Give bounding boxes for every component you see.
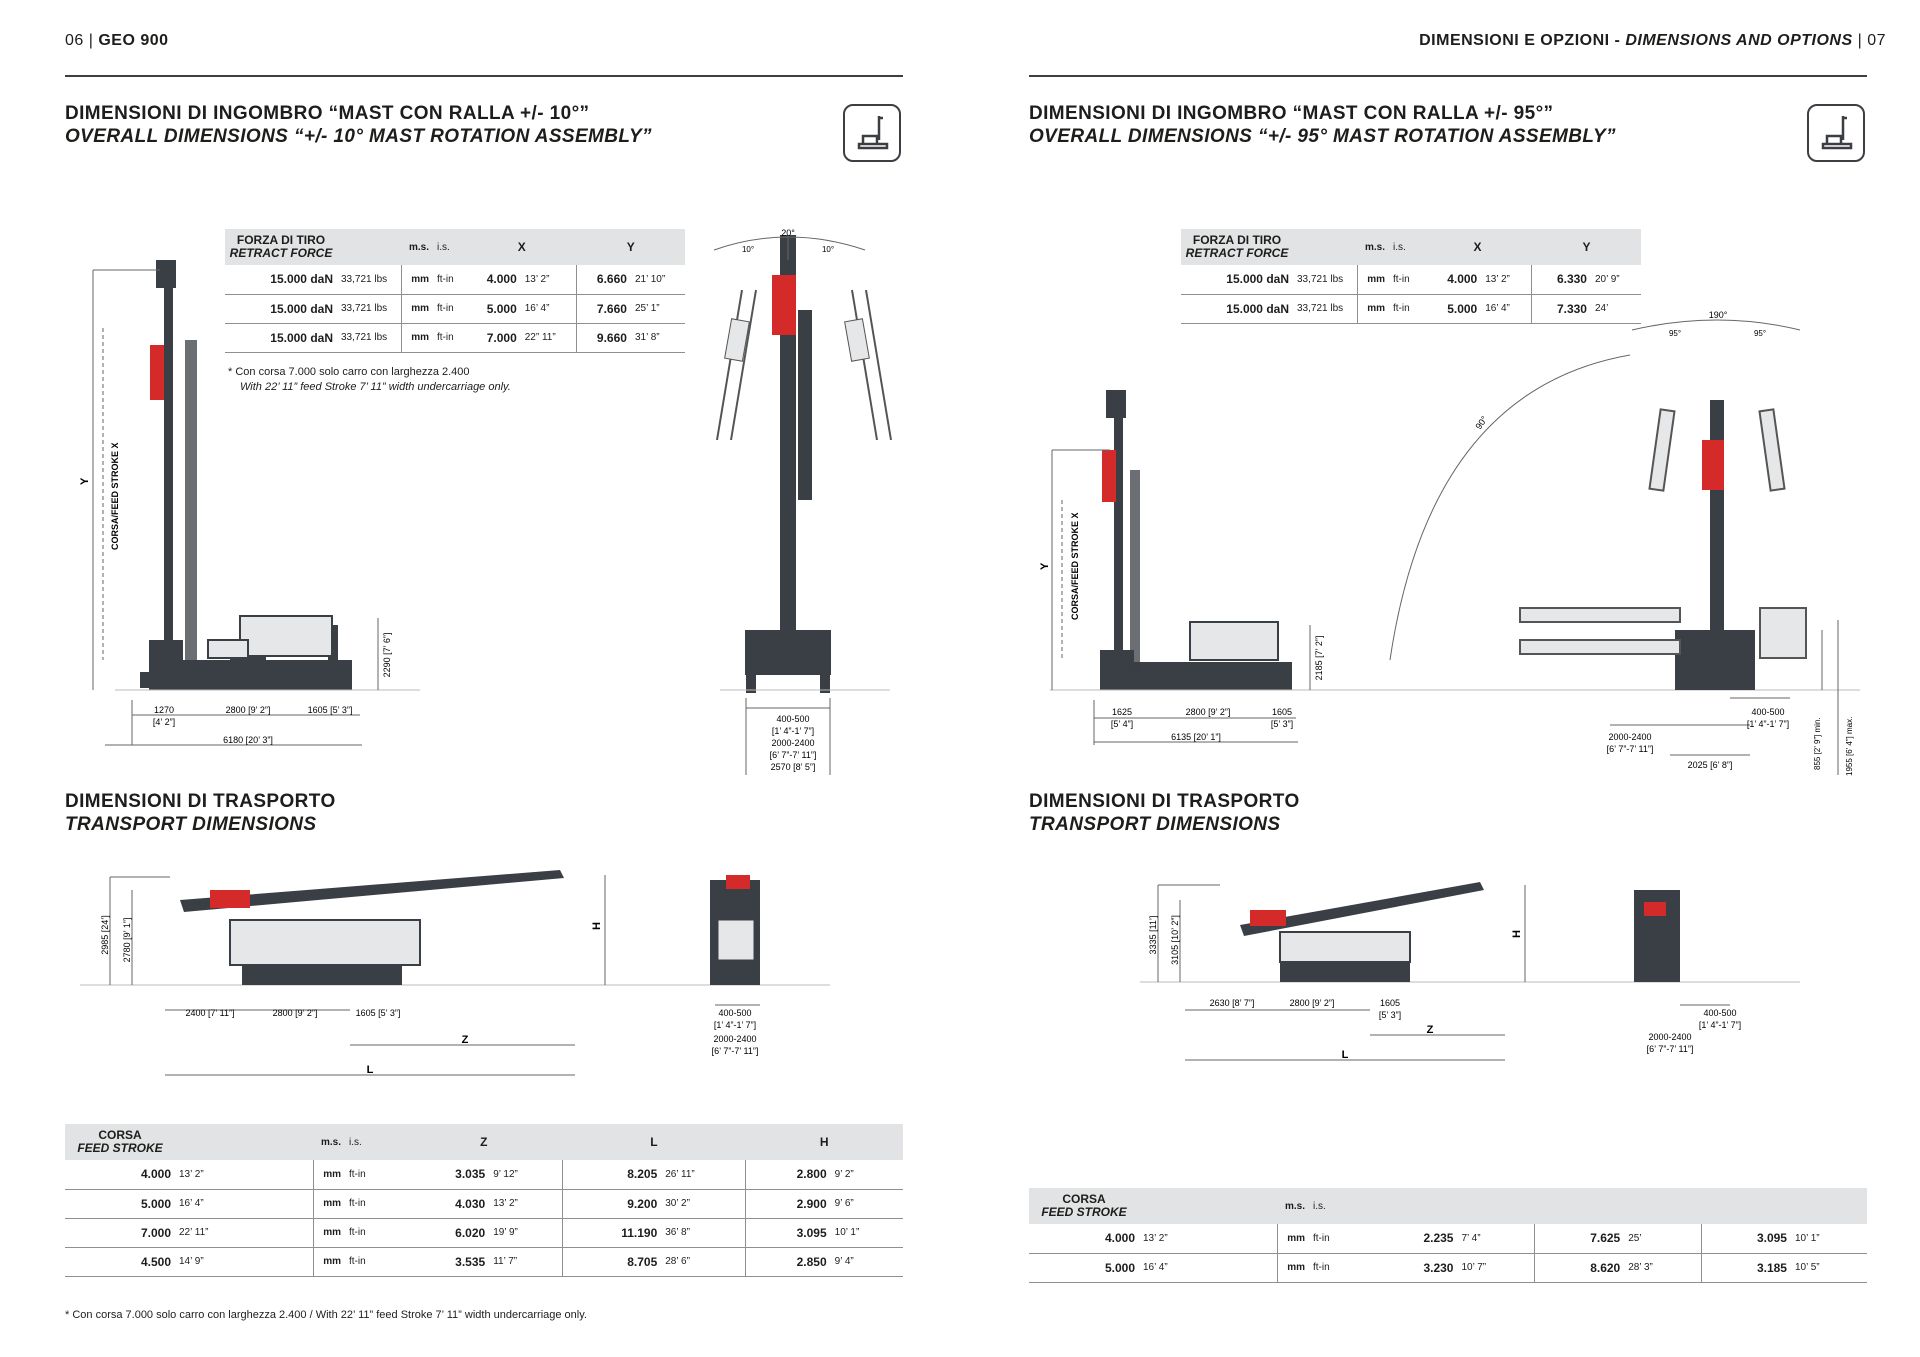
table-cell: 22” 11” <box>521 323 577 352</box>
right-dimensions-rows <box>1181 265 1641 323</box>
engine-cover <box>240 616 332 656</box>
col-is: i.s. <box>1389 229 1423 265</box>
dim-z: Z <box>1426 1024 1434 1036</box>
dim-6180: 6180 [20’ 3”] <box>223 735 273 745</box>
table-cell: 20’ 9” <box>1591 265 1641 294</box>
tracks <box>152 660 352 690</box>
dim-2780: 2780 [9’ 1”] <box>122 917 132 963</box>
table-cell: 6.020 <box>405 1218 489 1247</box>
col-force: FORZA DI TIRO RETRACT FORCE <box>225 229 337 265</box>
dim-2000: 2000-2400 <box>713 1034 757 1044</box>
right-page-header: DIMENSIONI E OPZIONI - DIMENSIONS AND OPTIONS | 07 <box>1419 32 1886 49</box>
col-is: i.s. <box>345 1124 405 1160</box>
table-row <box>1181 265 1641 294</box>
col-l: L <box>563 1124 746 1160</box>
dim-2800: 2800 [9’ 2”] <box>1289 998 1335 1008</box>
table-cell: mm <box>1277 1224 1309 1253</box>
table-cell: 9.200 <box>563 1189 662 1218</box>
table-cell: 10’ 7” <box>1457 1253 1534 1282</box>
left-transport-title <box>65 790 336 836</box>
table-cell: 13’ 2” <box>175 1160 313 1189</box>
dim-2000: 2000-2400 <box>771 738 815 748</box>
right-transport-drawing <box>1140 870 1800 1070</box>
table-cell: 2.800 <box>745 1160 830 1189</box>
right-transport-title <box>1029 790 1300 836</box>
left-transport-title-en: TRANSPORT DIMENSIONS <box>65 814 317 835</box>
col-z: Z <box>405 1124 563 1160</box>
table-cell: 22’ 11” <box>175 1218 313 1247</box>
table-cell: 5.000 <box>65 1189 175 1218</box>
table-cell: 33,721 lbs <box>337 323 401 352</box>
left-section-title <box>65 102 652 148</box>
dim-x: CORSA/FEED STROKE X <box>1070 512 1080 620</box>
table-cell: 2.900 <box>745 1189 830 1218</box>
col-y: Y <box>1532 229 1641 265</box>
table-cell: 15.000 daN <box>1181 294 1293 323</box>
table-cell: 15.000 daN <box>1181 265 1293 294</box>
dim-y: Y <box>79 477 91 485</box>
right-page-number: 07 <box>1867 32 1886 49</box>
table-cell: ft-in <box>345 1189 405 1218</box>
left-transport-rows <box>65 1160 903 1276</box>
dim-1270: 1270 <box>153 705 175 715</box>
left-transport-title-it: DIMENSIONI DI TRASPORTO <box>65 791 336 812</box>
table-cell: 8.705 <box>563 1247 662 1276</box>
dim-2000: 2000-2400 <box>1648 1032 1692 1042</box>
left-title-it: DIMENSIONI DI INGOMBRO “MAST CON RALLA +/- 10°” <box>65 103 590 124</box>
angle-95-right: 95° <box>1753 329 1767 338</box>
table-cell: 3.230 <box>1369 1253 1457 1282</box>
table-cell: 15.000 daN <box>225 323 337 352</box>
col-ms: m.s. <box>1357 229 1389 265</box>
table-row <box>1181 294 1641 323</box>
left-header-title: GEO 900 <box>98 32 169 49</box>
table-cell: 30’ 2” <box>661 1189 745 1218</box>
dim-2000-imp: [6’ 7”-7’ 11”] <box>1606 744 1654 754</box>
table-cell: 33,721 lbs <box>1293 265 1357 294</box>
table-cell: 33,721 lbs <box>1293 294 1357 323</box>
right-header-title-en: DIMENSIONS AND OPTIONS <box>1625 32 1853 49</box>
engine-cover <box>1280 932 1410 962</box>
left-page-header: 06 | GEO 900 <box>65 32 169 49</box>
dim-2570: 2570 [8’ 5”] <box>770 762 816 772</box>
dim-1270-imp: [4’ 2”] <box>152 717 176 727</box>
right-title-it: DIMENSIONI DI INGOMBRO “MAST CON RALLA +/- 95°” <box>1029 103 1554 124</box>
table-cell: ft-in <box>1309 1224 1369 1253</box>
dim-track-400-imp: [1’ 4”-1’ 7”] <box>1746 719 1790 729</box>
table-cell: mm <box>313 1189 345 1218</box>
table-cell: mm <box>313 1160 345 1189</box>
dim-track-400: 400-500 <box>776 714 810 724</box>
table-cell: 24’ <box>1591 294 1641 323</box>
col-is: i.s. <box>433 229 467 265</box>
table-cell: 3.035 <box>405 1160 489 1189</box>
table-row <box>65 1218 903 1247</box>
table-cell: mm <box>313 1247 345 1276</box>
table-cell: 7.625 <box>1535 1224 1625 1253</box>
table-cell: 3.535 <box>405 1247 489 1276</box>
angle-10-left: 10° <box>741 245 755 254</box>
table-cell: ft-in <box>345 1160 405 1189</box>
table-cell: 11.190 <box>563 1218 662 1247</box>
dim-x: CORSA/FEED STROKE X <box>110 442 120 550</box>
angle-95-left: 95° <box>1668 329 1682 338</box>
table-cell: 7.000 <box>65 1218 175 1247</box>
table-cell: 7.660 <box>577 294 631 323</box>
dim-2630: 2630 [8’ 7”] <box>1209 998 1255 1008</box>
left-header-rule <box>65 75 903 77</box>
note-en: With 22’ 11” feed Stroke 7’ 11” width undercarriage only. <box>240 381 511 393</box>
dim-3335: 3335 [11’] <box>1148 915 1158 955</box>
table-cell: 4.000 <box>1029 1224 1139 1253</box>
table-cell: 2.235 <box>1369 1224 1457 1253</box>
tracks <box>242 963 402 985</box>
table-cell: 4.000 <box>467 265 521 294</box>
table-cell: 25’ <box>1624 1224 1701 1253</box>
dim-y: Y <box>1039 562 1051 570</box>
dim-1605: 1605 <box>1379 998 1401 1008</box>
dim-track-400-imp: [1’ 4”-1’ 7”] <box>713 1020 757 1030</box>
dim-track-400: 400-500 <box>718 1008 752 1018</box>
table-cell: 9’ 2” <box>831 1160 903 1189</box>
dim-2000: 2000-2400 <box>1608 732 1652 742</box>
table-cell: 13’ 2” <box>1481 265 1532 294</box>
table-cell: 4.030 <box>405 1189 489 1218</box>
col-stroke: CORSA FEED STROKE <box>65 1124 175 1160</box>
col-x: X <box>1423 229 1532 265</box>
col-is: i.s. <box>1309 1188 1369 1224</box>
table-cell: 16’ 4” <box>521 294 577 323</box>
table-cell: mm <box>401 294 433 323</box>
dim-track-400: 400-500 <box>1703 1008 1737 1018</box>
table-cell: mm <box>313 1218 345 1247</box>
left-title-en: OVERALL DIMENSIONS “+/- 10° MAST ROTATION ASSEMBLY” <box>65 126 652 147</box>
dim-6135: 6135 [20’ 1”] <box>1171 732 1221 742</box>
table-cell: 7’ 4” <box>1457 1224 1534 1253</box>
machine-outline-icon <box>843 104 901 162</box>
col-force: FORZA DI TIRO RETRACT FORCE <box>1181 229 1293 265</box>
rotary-head <box>210 890 250 908</box>
dim-855: 855 [2’ 9”] min. <box>1813 717 1822 770</box>
dim-1605: 1605 <box>1271 707 1293 717</box>
angle-10-right: 10° <box>821 245 835 254</box>
angle-190: 190° <box>1708 310 1728 320</box>
note-it: * Con corsa 7.000 solo carro con larghezza 2.400 <box>228 366 470 378</box>
table-cell: ft-in <box>433 294 467 323</box>
table-cell: 15.000 daN <box>225 265 337 294</box>
dim-l: L <box>366 1064 374 1076</box>
table-cell: 8.205 <box>563 1160 662 1189</box>
dim-l: L <box>1341 1049 1349 1061</box>
dim-track-400: 400-500 <box>1751 707 1785 717</box>
table-cell: ft-in <box>433 323 467 352</box>
col-ms: m.s. <box>313 1124 345 1160</box>
folded-mast <box>1240 882 1484 936</box>
dim-3105: 3105 [10’ 2”] <box>1170 915 1180 965</box>
right-transport-rows <box>1029 1224 1867 1282</box>
tracks <box>1280 960 1410 982</box>
right-transport-title-it: DIMENSIONI DI TRASPORTO <box>1029 791 1300 812</box>
table-cell: ft-in <box>345 1247 405 1276</box>
table-row <box>65 1160 903 1189</box>
machine-outline-icon <box>1807 104 1865 162</box>
table-cell: 36’ 8” <box>661 1218 745 1247</box>
table-cell: 2.850 <box>745 1247 830 1276</box>
table-cell: 9’ 12” <box>489 1160 562 1189</box>
rotary-head <box>1102 450 1116 502</box>
dim-1605-imp: [5’ 3”] <box>1378 1010 1402 1020</box>
dim-1955: 1955 [6’ 4”] max. <box>1845 716 1854 776</box>
table-cell: 4.000 <box>1423 265 1481 294</box>
mast <box>164 280 173 680</box>
dim-2185: 2185 [7’ 2”] <box>1314 635 1324 681</box>
dim-1605: 1605 [5’ 3”] <box>355 1008 401 1018</box>
dim-2800: 2800 [9’ 2”] <box>1185 707 1231 717</box>
dim-1605-imp: [5’ 3”] <box>1270 719 1294 729</box>
table-cell: 13’ 2” <box>489 1189 562 1218</box>
col-stroke: CORSA FEED STROKE <box>1029 1188 1139 1224</box>
right-header-rule <box>1029 75 1867 77</box>
table-cell: 7.000 <box>467 323 521 352</box>
table-cell: 13’ 2” <box>521 265 577 294</box>
front-rotary-head <box>1702 440 1724 490</box>
dim-2000-imp: [6’ 7”-7’ 11”] <box>711 1046 759 1056</box>
table-cell: mm <box>401 265 433 294</box>
mast-head <box>156 260 176 288</box>
table-cell: 4.000 <box>65 1160 175 1189</box>
table-cell: mm <box>1357 265 1389 294</box>
dim-2400: 2400 [7’ 11”] <box>185 1008 235 1018</box>
right-section-title <box>1029 102 1616 148</box>
col-ms: m.s. <box>401 229 433 265</box>
table-row <box>1029 1224 1867 1253</box>
table-cell: 5.000 <box>1423 294 1481 323</box>
table-cell: 3.095 <box>1701 1224 1791 1253</box>
right-title-en: OVERALL DIMENSIONS “+/- 95° MAST ROTATION ASSEMBLY” <box>1029 126 1616 147</box>
dim-2800: 2800 [9’ 2”] <box>272 1008 318 1018</box>
table-cell: 9’ 6” <box>831 1189 903 1218</box>
dim-2000-imp: [6’ 7”-7’ 11”] <box>769 750 817 760</box>
rotary-head <box>1250 910 1286 926</box>
col-ms: m.s. <box>1277 1188 1309 1224</box>
table-cell: 21’ 10” <box>631 265 685 294</box>
table-cell: 33,721 lbs <box>337 265 401 294</box>
right-header-title-it: DIMENSIONI E OPZIONI <box>1419 32 1610 49</box>
table-cell: 7.330 <box>1532 294 1591 323</box>
table-row <box>1029 1253 1867 1282</box>
left-page-number: 06 <box>65 32 84 49</box>
table-cell: 9’ 4” <box>831 1247 903 1276</box>
dim-h: H <box>1511 930 1523 938</box>
table-cell: 10’ 1” <box>831 1218 903 1247</box>
right-dimensions-table <box>1181 229 1641 324</box>
table-cell: 8.620 <box>1535 1253 1625 1282</box>
table-cell: mm <box>1277 1253 1309 1282</box>
engine-cover <box>230 920 420 965</box>
rotary-head <box>150 345 164 400</box>
front-rotary-head <box>772 275 796 335</box>
table-cell: ft-in <box>1389 294 1423 323</box>
dim-z: Z <box>461 1034 469 1046</box>
table-row <box>65 1247 903 1276</box>
dim-2985: 2985 [24’] <box>100 915 110 955</box>
table-cell: 28’ 3” <box>1624 1253 1701 1282</box>
right-transport-title-en: TRANSPORT DIMENSIONS <box>1029 814 1281 835</box>
dim-2800: 2800 [9’ 2”] <box>225 705 271 715</box>
table-cell: 16’ 4” <box>1139 1253 1277 1282</box>
dim-track-400-imp: [1’ 4”-1’ 7”] <box>771 726 815 736</box>
dim-2025: 2025 [6’ 8”] <box>1687 760 1733 770</box>
left-transport-table <box>65 1124 903 1277</box>
table-cell: 9.660 <box>577 323 631 352</box>
angle-20: 20° <box>781 228 795 238</box>
table-cell: ft-in <box>345 1218 405 1247</box>
table-cell: ft-in <box>1389 265 1423 294</box>
table-cell: 16’ 4” <box>1481 294 1532 323</box>
dim-track-400-imp: [1’ 4”-1’ 7”] <box>1698 1020 1742 1030</box>
col-x: X <box>467 229 577 265</box>
table-cell: 6.660 <box>577 265 631 294</box>
right-transport-table <box>1029 1188 1867 1283</box>
table-cell: 26’ 11” <box>661 1160 745 1189</box>
table-cell: 4.500 <box>65 1247 175 1276</box>
left-overall-drawing <box>60 220 890 790</box>
right-overall-drawing <box>1030 310 1860 780</box>
table-cell: 5.000 <box>1029 1253 1139 1282</box>
dim-1605: 1605 [5’ 3”] <box>307 705 353 715</box>
dim-1625-imp: [5’ 4”] <box>1110 719 1134 729</box>
left-footnote: * Con corsa 7.000 solo carro con larghezza 2.400 / With 22’ 11” feed Stroke 7’ 11” width undercarriage only. <box>65 1309 587 1321</box>
table-cell: 19’ 9” <box>489 1218 562 1247</box>
table-cell: 10’ 5” <box>1791 1253 1867 1282</box>
col-h: H <box>745 1124 903 1160</box>
table-cell: 16’ 4” <box>175 1189 313 1218</box>
table-cell: 11’ 7” <box>489 1247 562 1276</box>
engine-cover <box>1190 622 1278 660</box>
table-cell: 3.185 <box>1701 1253 1791 1282</box>
table-cell: mm <box>401 323 433 352</box>
table-cell: 6.330 <box>1532 265 1591 294</box>
table-cell: ft-in <box>1309 1253 1369 1282</box>
table-cell: 33,721 lbs <box>337 294 401 323</box>
table-cell: 5.000 <box>467 294 521 323</box>
table-cell: 15.000 daN <box>225 294 337 323</box>
table-cell: 14’ 9” <box>175 1247 313 1276</box>
table-cell: 25’ 1” <box>631 294 685 323</box>
table-row <box>65 1189 903 1218</box>
table-cell: 10’ 1” <box>1791 1224 1867 1253</box>
left-transport-drawing <box>60 860 850 1080</box>
table-cell: mm <box>1357 294 1389 323</box>
angle-90: 90° <box>1473 414 1490 432</box>
table-cell: 13’ 2” <box>1139 1224 1277 1253</box>
table-cell: 3.095 <box>745 1218 830 1247</box>
dim-2290: 2290 [7’ 6”] <box>382 632 392 678</box>
dim-h: H <box>591 922 603 930</box>
table-cell: ft-in <box>433 265 467 294</box>
col-y: Y <box>577 229 686 265</box>
dim-1625: 1625 <box>1111 707 1133 717</box>
table-cell: 28’ 6” <box>661 1247 745 1276</box>
dim-2000-imp: [6’ 7”-7’ 11”] <box>1646 1044 1694 1054</box>
table-cell: 31’ 8” <box>631 323 685 352</box>
